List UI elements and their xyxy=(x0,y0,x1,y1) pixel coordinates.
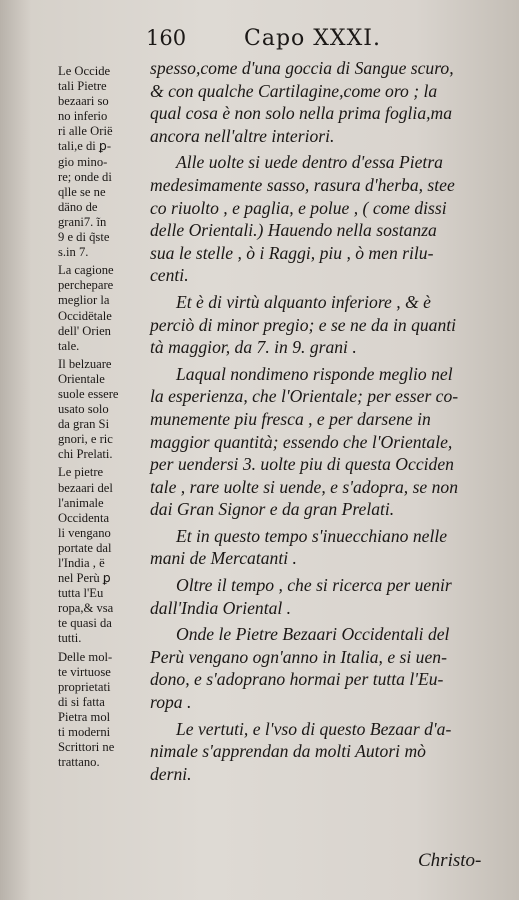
margin-line: portate dal xyxy=(58,540,112,555)
body-line: tà maggior, da 7. in 9. grani . xyxy=(150,337,357,358)
margin-notes xyxy=(58,64,148,770)
body-line: munemente piu fresca , e per darsene in xyxy=(150,408,431,429)
body-line: medesimamente sasso, rasura d'herba, stee xyxy=(150,174,455,195)
body-line: Le vertuti, e l'vso di questo Bezaar d'a- xyxy=(176,718,452,739)
body-line: ancora nell'altre interiori. xyxy=(150,125,335,146)
margin-line: no inferio xyxy=(58,109,108,124)
body-line: nimale s'apprendan da molti Autori mò xyxy=(150,741,426,762)
margin-line: bezaari del xyxy=(58,480,113,495)
chapter-title: Capo XXXI. xyxy=(244,26,381,51)
margin-line: qlle se ne xyxy=(58,184,106,199)
body-line: Onde le Pietre Bezaari Occidentali del xyxy=(176,624,450,645)
page-header xyxy=(0,26,519,56)
body-line: perciò di minor pregio; e se ne da in quanti xyxy=(150,314,457,335)
margin-line: 9 e di q̃ste xyxy=(58,230,110,245)
margin-line: tale. xyxy=(58,338,80,353)
margin-line: Scrittori ne xyxy=(58,740,115,755)
margin-line: perchepare xyxy=(58,278,114,293)
margin-line: l'animale xyxy=(58,495,104,510)
margin-line: proprietati xyxy=(58,679,111,694)
body-line: centi. xyxy=(150,265,189,286)
body-line: Oltre il tempo , che si ricerca per uenir xyxy=(176,575,452,596)
body-line: dall'India Oriental . xyxy=(150,597,292,618)
margin-line: te quasi da xyxy=(58,616,112,631)
margin-line: s.in 7. xyxy=(58,245,89,260)
margin-line: dell' Orien xyxy=(58,323,111,338)
body-line: dai Gran Signor e da gran Prelati. xyxy=(150,499,395,520)
body-line: & con qualche Cartilagine,come oro ; la xyxy=(150,80,438,101)
margin-line: di si fatta xyxy=(58,694,105,709)
margin-line: tali,e di ꝑ- xyxy=(58,139,112,154)
margin-line: Orientale xyxy=(58,371,105,386)
margin-line: gnori, e ric xyxy=(58,432,113,447)
margin-line: chi Prelati. xyxy=(58,447,113,462)
body-line: spesso,come d'una goccia di Sangue scuro, xyxy=(150,58,454,78)
body-line: per uendersi 3. uolte piu di questa Occiden xyxy=(150,454,454,475)
body-line: qual cosa è non solo nella prima foglia,ma xyxy=(150,103,453,124)
margin-line: tutta l'Eu xyxy=(58,586,104,601)
margin-line: li vengano xyxy=(58,525,111,540)
margin-line: La cagione xyxy=(58,263,114,278)
margin-line: Le Occide xyxy=(58,64,111,78)
body-line: derni. xyxy=(150,763,192,784)
body-text xyxy=(150,57,512,785)
body-line: mani de Mercatanti . xyxy=(150,548,297,569)
margin-line: ti moderni xyxy=(58,725,111,740)
margin-line: tutti. xyxy=(58,631,82,646)
page-number: 160 xyxy=(146,26,187,50)
margin-line: Le pietre xyxy=(58,465,104,480)
margin-line: Occidëtale xyxy=(58,308,112,323)
body-line: maggior quantità; essendo che l'Orientale, xyxy=(150,431,453,452)
margin-line: Pietra mol xyxy=(58,709,111,724)
body-line: la esperienza, che l'Orientale; per esser co- xyxy=(150,386,459,407)
margin-line: suole essere xyxy=(58,386,119,401)
margin-line: gio mino- xyxy=(58,154,108,169)
catchword: Christo- xyxy=(418,850,482,871)
body-line: tale , rare uolte si uende, e s'adopra, se non xyxy=(150,476,459,497)
margin-line: da gran Si xyxy=(58,417,110,432)
body-line: Alle uolte si uede dentro d'essa Pietra xyxy=(176,152,443,173)
body-line: sua le stelle , ò i Raggi, piu , ò men rilu- xyxy=(150,242,434,263)
margin-line: däno de xyxy=(58,199,98,214)
body-line: ropa . xyxy=(150,692,192,713)
margin-line: nel Perù ꝑ xyxy=(58,571,111,586)
margin-line: meglior la xyxy=(58,293,110,308)
margin-line: te virtuose xyxy=(58,664,111,679)
margin-line: Occidenta xyxy=(58,510,110,525)
margin-line: re; onde di xyxy=(58,169,112,184)
margin-line: ropa,& vsa xyxy=(58,601,114,616)
body-line: Et è di virtù alquanto inferiore , & è xyxy=(176,291,431,312)
margin-line: usato solo xyxy=(58,402,109,417)
margin-line: Il belzuare xyxy=(58,356,112,371)
margin-line: bezaari so xyxy=(58,94,109,109)
body-line: dono, e s'adoprano hormai per tutta l'Eu- xyxy=(150,669,444,690)
body-line: Perù vengano ogn'anno in Italia, e si uen- xyxy=(150,646,447,667)
margin-line: ri alle Orië xyxy=(58,124,113,139)
margin-line: tali Pietre xyxy=(58,79,107,94)
body-line: delle Orientali.) Hauendo nella sostanza xyxy=(150,220,437,241)
margin-line: Delle mol- xyxy=(58,649,113,664)
margin-line: trattano. xyxy=(58,755,100,770)
margin-line: l'India , ë xyxy=(58,556,105,570)
body-line: Et in questo tempo s'inuecchiano nelle xyxy=(176,525,448,546)
body-line: co riuolto , e paglia, e polue , ( come dissi xyxy=(150,197,447,218)
body-line: Laqual nondimeno risponde meglio nel xyxy=(176,363,453,384)
margin-line: grani7. ĩn xyxy=(58,214,107,229)
